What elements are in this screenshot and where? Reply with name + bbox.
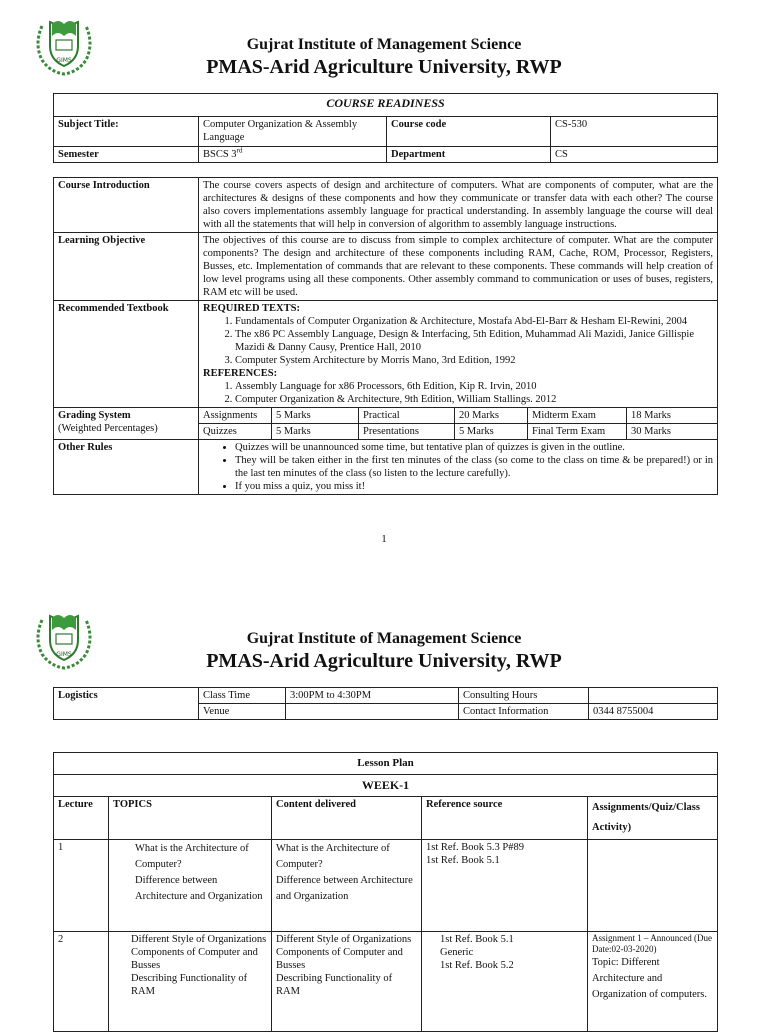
- required-text: 2. The x86 PC Assembly Language, Design & Interfacing, 5th Edition, Muhammad Ali Mazidi, Janice Gillispie Mazidi & Danny Causy, Prentice Hall, 2010: [235, 328, 713, 354]
- consulting-value: [589, 688, 718, 704]
- venue-value: [286, 704, 459, 720]
- reference-item: 1st Ref. Book 5.1: [426, 855, 500, 866]
- assignment-cell: [588, 840, 718, 932]
- content-item: Components of Computer and Busses: [276, 947, 403, 971]
- reference-header: Reference source: [422, 797, 588, 840]
- lecture-number: 2: [54, 932, 109, 1032]
- subject-label: Subject Title:: [54, 117, 199, 147]
- textbook-list: [199, 301, 718, 408]
- reference-text: 2. Computer Organization & Architecture, 9th Edition, William Stallings. 2012: [235, 393, 713, 406]
- institute-name: Gujrat Institute of Management Science: [246, 630, 522, 647]
- page-number: 1: [381, 533, 387, 545]
- semester-value: BSCS 3rd: [199, 147, 387, 163]
- grading-quizzes-marks: 5 Marks: [272, 424, 359, 440]
- content-item: What is the Architecture of Computer?: [276, 843, 390, 870]
- grading-practical: Practical: [359, 408, 455, 424]
- institute-name: Gujrat Institute of Management Science: [246, 36, 522, 53]
- svg-text:GIMS: GIMS: [56, 651, 72, 658]
- content-cell: [272, 840, 422, 932]
- content-item: Describing Functionality of RAM: [276, 973, 393, 997]
- grading-midterm-marks: 18 Marks: [627, 408, 718, 424]
- textbook-label: Recommended Textbook: [54, 301, 199, 408]
- grading-assignments: Assignments: [199, 408, 272, 424]
- learning-objective-text: The objectives of this course are to discuss from simple to complex architecture of computer. What are the computer components? The design and architecture of these components including RAM, Cache, ROM, Processor, Registers, Busses, etc. Implementation of commands that are relevant to these components. These commands will help creation of low level programs using all these components. Other assembly command to communication or uses of buses, registers, RAM etc will be used.: [199, 233, 718, 301]
- logistics-table: [53, 687, 718, 720]
- grading-practical-marks: 20 Marks: [455, 408, 528, 424]
- table-row: [54, 932, 718, 1032]
- lesson-plan-title: Lesson Plan: [54, 753, 718, 775]
- content-header: Content delivered: [272, 797, 422, 840]
- topic-item: What is the Architecture of Computer?: [135, 843, 249, 870]
- topic-item: Difference between Architecture and Organization: [135, 875, 263, 902]
- lecture-header: Lecture: [54, 797, 109, 840]
- course-details-table: [53, 177, 718, 495]
- content-item: Different Style of Organizations: [276, 934, 412, 945]
- semester-label: Semester: [54, 147, 199, 163]
- class-time-value: 3:00PM to 4:30PM: [286, 688, 459, 704]
- table-row: [54, 840, 718, 932]
- course-code-value: CS-530: [551, 117, 718, 147]
- grading-assignments-marks: 5 Marks: [272, 408, 359, 424]
- grading-final-marks: 30 Marks: [627, 424, 718, 440]
- contact-label: Contact Information: [459, 704, 589, 720]
- svg-text:GIMS: GIMS: [56, 57, 72, 64]
- assignments-header: Assignments/Quiz/Class Activity): [588, 797, 718, 840]
- grading-final: Final Term Exam: [528, 424, 627, 440]
- other-rules-label: Other Rules: [54, 440, 199, 495]
- venue-label: Venue: [199, 704, 286, 720]
- rule-item: • They will be taken either in the first ten minutes of the class (so come to the class on time & be prepared!) or in the last ten minutes of the class (so listen to the lecture carefully).: [235, 454, 713, 480]
- grading-quizzes: Quizzes: [199, 424, 272, 440]
- topics-cell: [109, 840, 272, 932]
- reference-cell: [422, 932, 588, 1032]
- references-heading: REFERENCES:: [203, 368, 278, 379]
- reference-cell: [422, 840, 588, 932]
- other-rules-list: [199, 440, 718, 495]
- department-value: CS: [551, 147, 718, 163]
- topic-item: Components of Computer and Busses: [131, 947, 258, 971]
- reference-text: 1. Assembly Language for x86 Processors, 6th Edition, Kip R. Irvin, 2010: [235, 380, 713, 393]
- reference-item: 1st Ref. Book 5.3 P#89: [426, 842, 525, 853]
- reference-item: Generic: [440, 947, 474, 958]
- course-readiness-title: COURSE READINESS: [54, 94, 718, 117]
- required-heading: REQUIRED TEXTS:: [203, 303, 300, 314]
- lecture-number: 1: [54, 840, 109, 932]
- grading-presentations: Presentations: [359, 424, 455, 440]
- assignment-topic: Topic: Different Architecture and Organization of computers.: [592, 957, 707, 1000]
- class-time-label: Class Time: [199, 688, 286, 704]
- grading-midterm: Midterm Exam: [528, 408, 627, 424]
- course-intro-text: The course covers aspects of design and architecture of computers. What are components of computer, what are the architectures & designs of these components and how they communicate or transfer data with each other? The course also covers implementations assembly language for practical understanding. In assembly language the course will deal with all the statements that will help in conversion of algorithm to assembly language instructions.: [199, 178, 718, 233]
- topics-header: TOPICS: [109, 797, 272, 840]
- rule-item: • If you miss a quiz, you miss it!: [235, 480, 713, 493]
- assignment-cell: [588, 932, 718, 1032]
- topic-item: Different Style of Organizations: [131, 934, 267, 945]
- content-item: Difference between Architecture and Organization: [276, 875, 413, 902]
- topic-item: Describing Functionality of RAM: [131, 973, 248, 997]
- course-code-label: Course code: [387, 117, 551, 147]
- rule-item: • Quizzes will be unannounced some time, but tentative plan of quizzes is given in the outline.: [235, 441, 713, 454]
- reference-item: 1st Ref. Book 5.1: [440, 934, 514, 945]
- assignment-note: Assignment 1 – Announced (Due Date:02-03-2020): [592, 933, 712, 954]
- required-text: 1. Fundamentals of Computer Organization & Architecture, Mostafa Abd-El-Barr & Hesham El-Rewini, 2004: [235, 315, 713, 328]
- consulting-label: Consulting Hours: [459, 688, 589, 704]
- learning-objective-label: Learning Objective: [54, 233, 199, 301]
- university-name: PMAS-Arid Agriculture University, RWP: [206, 56, 562, 78]
- topics-cell: [109, 932, 272, 1032]
- grading-presentations-marks: 5 Marks: [455, 424, 528, 440]
- logistics-label: Logistics: [54, 688, 199, 720]
- week-title: WEEK-1: [54, 775, 718, 797]
- grading-label: Grading System (Weighted Percentages): [54, 408, 199, 440]
- university-name: PMAS-Arid Agriculture University, RWP: [206, 650, 562, 672]
- lesson-plan-table: [53, 752, 718, 1032]
- department-label: Department: [387, 147, 551, 163]
- contact-value: 0344 8755004: [589, 704, 718, 720]
- course-intro-label: Course Introduction: [54, 178, 199, 233]
- required-text: 3. Computer System Architecture by Morris Mano, 3rd Edition, 1992: [235, 354, 713, 367]
- course-readiness-table: [53, 93, 718, 163]
- reference-item: 1st Ref. Book 5.2: [440, 960, 514, 971]
- content-cell: [272, 932, 422, 1032]
- subject-value: Computer Organization & Assembly Language: [199, 117, 387, 147]
